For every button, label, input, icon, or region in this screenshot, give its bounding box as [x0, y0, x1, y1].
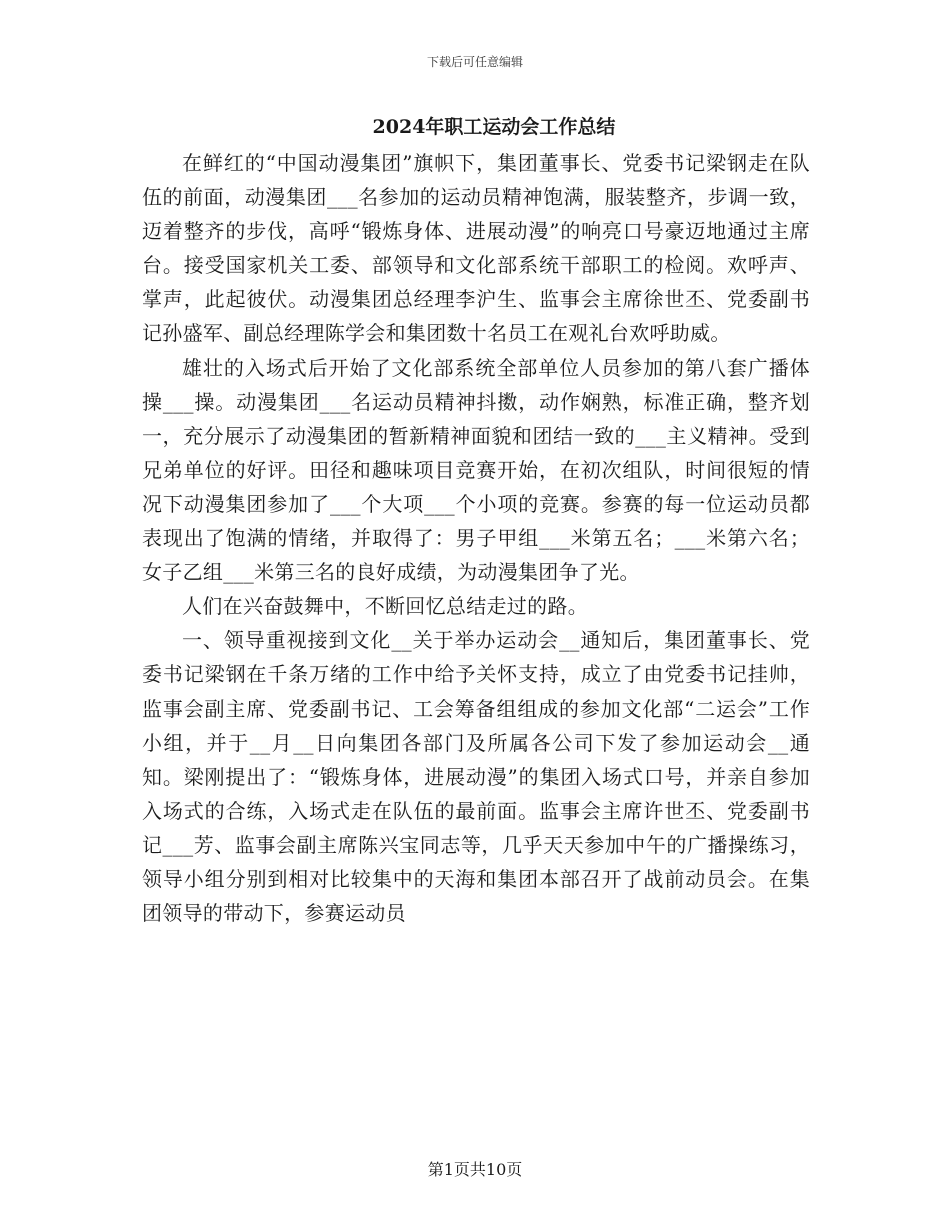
- document-title: 2024年职工运动会工作总结: [372, 116, 616, 138]
- document-body: [142, 146, 810, 930]
- header-note: 下载后可任意编辑: [426, 55, 523, 69]
- paragraph-3: 人们在兴奋鼓舞中，不断回忆总结走过的路。: [182, 594, 588, 619]
- paragraph-4: 一、领导重视接到文化__关于举办运动会__通知后，集团董事长、党委书记梁钢在千条万绪的工作中给予关怀支持，成立了由党委书记挂帅，监事会副主席、党委副书记、工会筹备组组成的参加文化部“二运会”工作小组，并于__月__日向集团各部门及所属各公司下发了参加运动会__通知。梁刚提出了：“锻炼身体，进展动漫”的集团入场式口号，并亲自参加入场式的合练，入场式走在队伍的最前面。监事会主席许世丕、党委副书记___芳、监事会副主席陈兴宝同志等，几乎天天参加中午的广播操练习，领导小组分别到相对比较集中的天海和集团本部召开了战前动员会。在集团领导的带动下，参赛运动员: [142, 628, 810, 926]
- page-number: 第1页共10页: [427, 1160, 523, 1179]
- paragraph-1: 在鲜红的“中国动漫集团”旗帜下，集团董事长、党委书记梁钢走在队伍的前面，动漫集团___名参加的运动员精神饱满，服装整齐，步调一致，迈着整齐的步伐，高呼“锻炼身体、进展动漫”的响亮口号豪迈地通过主席台。接受国家机关工委、部领导和文化部系统干部职工的检阅。欢呼声、掌声，此起彼伏。动漫集团总经理李沪生、监事会主席徐世丕、党委副书记孙盛军、副总经理陈学会和集团数十名员工在观礼台欢呼助威。: [142, 151, 810, 346]
- paragraph-2: 雄壮的入场式后开始了文化部系统全部单位人员参加的第八套广播体操___操。动漫集团___名运动员精神抖擞，动作娴熟，标准正确，整齐划一，充分展示了动漫集团的暂新精神面貌和团结一致的___主义精神。受到兄弟单位的好评。田径和趣味项目竞赛开始，在初次组队，时间很短的情况下动漫集团参加了___个大项___个小项的竞赛。参赛的每一位运动员都表现出了饱满的情绪，并取得了：男子甲组___米第五名；___米第六名；女子乙组___米第三名的良好成绩，为动漫集团争了光。: [142, 355, 810, 585]
